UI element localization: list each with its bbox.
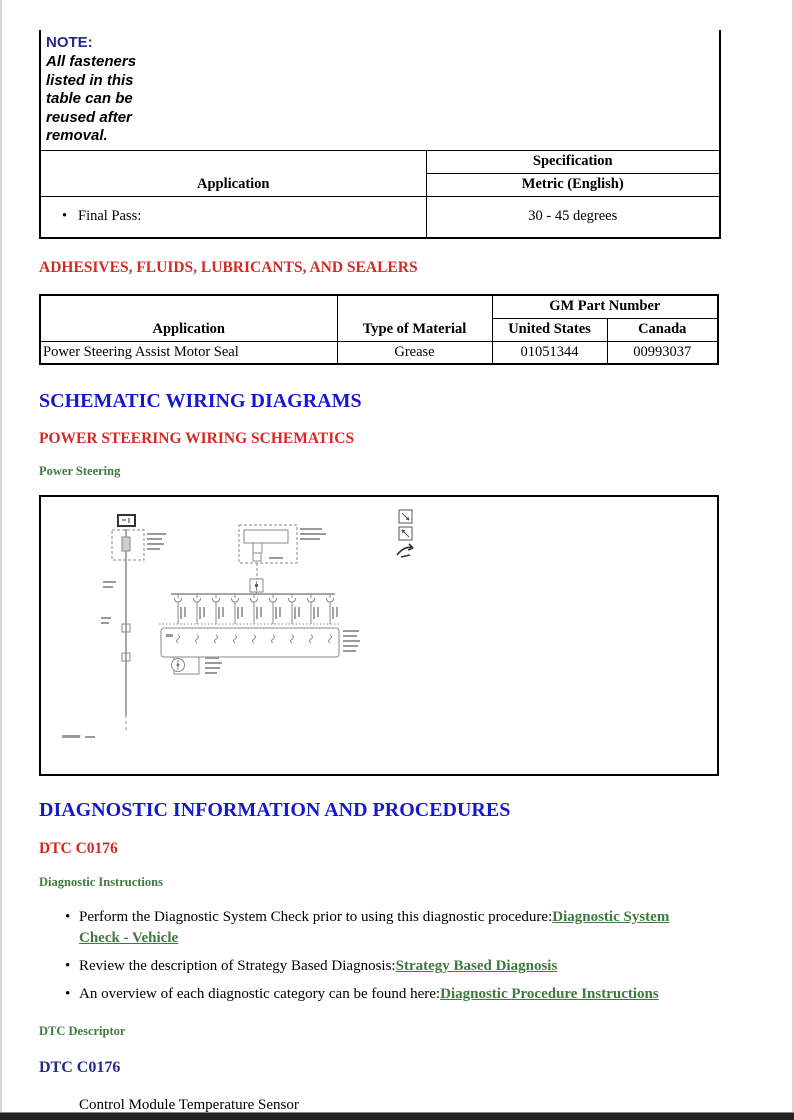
diagnostic-instructions-list (39, 907, 755, 1005)
fastener-spec-table (39, 30, 721, 239)
dtc-heading: DTC C0176 (39, 839, 118, 857)
schematic-heading: SCHEMATIC WIRING DIAGRAMS (39, 389, 362, 412)
dtc-heading-2: DTC C0176 (39, 1058, 121, 1076)
note-text: All fasteners listed in this table can be reused after removal. (46, 53, 137, 144)
battery-symbol (118, 515, 135, 526)
assist-motor-symbol (172, 657, 200, 674)
schematic-subheading: POWER STEERING WIRING SCHEMATICS (39, 429, 355, 447)
diagram-title: Power Steering (39, 463, 121, 478)
col-metric: Metric (English) (426, 173, 720, 196)
list-item (39, 956, 699, 977)
power-steering-control-module-symbol (122, 624, 339, 661)
bullet-marker: • (65, 985, 71, 1002)
zoom-out-icon[interactable] (399, 527, 412, 540)
col-application: Application (40, 295, 337, 342)
dtc-descriptor-text: Control Module Temperature Sensor (79, 1096, 299, 1113)
instruction-text: Review the description of Strategy Based Diagnosis: (79, 957, 396, 974)
document-page (2, 0, 792, 1114)
link-diagnostic-system-check[interactable]: Diagnostic System Check - Vehicle (79, 908, 670, 946)
adhesives-heading: ADHESIVES, FLUIDS, LUBRICANTS, AND SEALERS (39, 259, 418, 276)
bullet-marker: • (65, 908, 71, 925)
note-label: NOTE: (46, 34, 93, 51)
wiring-diagram-frame (39, 495, 719, 776)
row-material: Grease (337, 342, 492, 364)
note-block (46, 34, 150, 146)
col-type-of-material: Type of Material (337, 295, 492, 342)
row-application: Power Steering Assist Motor Seal (40, 342, 337, 364)
fuse-block-symbol (112, 530, 144, 560)
diagnostic-heading: DIAGNOSTIC INFORMATION AND PROCEDURES (39, 798, 511, 821)
list-item (39, 984, 699, 1005)
application-value: Final Pass: (78, 208, 142, 225)
power-steering-wiring-diagram (41, 497, 717, 774)
col-canada: Canada (607, 319, 718, 342)
inline-connector-symbol (250, 579, 263, 592)
diagnostic-instructions-heading: Diagnostic Instructions (39, 874, 163, 889)
link-strategy-based-diagnosis[interactable]: Strategy Based Diagnosis (395, 957, 558, 974)
viewer-bottom-bar (0, 1112, 794, 1120)
bus-drops (175, 594, 334, 624)
module-pin-marks (166, 634, 332, 643)
row-us-part: 01051344 (492, 342, 607, 364)
instruction-text: Perform the Diagnostic System Check prior to using this diagnostic procedure: (79, 908, 553, 925)
list-item (39, 907, 699, 949)
table-row-application (40, 196, 426, 238)
bullet-marker: • (62, 208, 68, 225)
link-diagnostic-procedure-instructions[interactable]: Diagnostic Procedure Instructions (440, 985, 659, 1002)
row-canada-part: 00993037 (607, 342, 718, 364)
instrument-cluster-symbol (239, 525, 297, 563)
adhesives-table (39, 294, 719, 365)
col-gm-part-number: GM Part Number (492, 295, 718, 319)
col-application: Application (40, 150, 426, 196)
bullet-marker: • (65, 957, 71, 974)
dtc-descriptor-heading: DTC Descriptor (39, 1023, 126, 1038)
col-specification: Specification (426, 150, 720, 173)
pan-icon[interactable] (397, 544, 413, 557)
zoom-in-icon[interactable] (399, 510, 412, 523)
table-row-spec: 30 - 45 degrees (426, 196, 720, 238)
col-united-states: United States (492, 319, 607, 342)
instruction-text: An overview of each diagnostic category can be found here: (79, 985, 441, 1002)
